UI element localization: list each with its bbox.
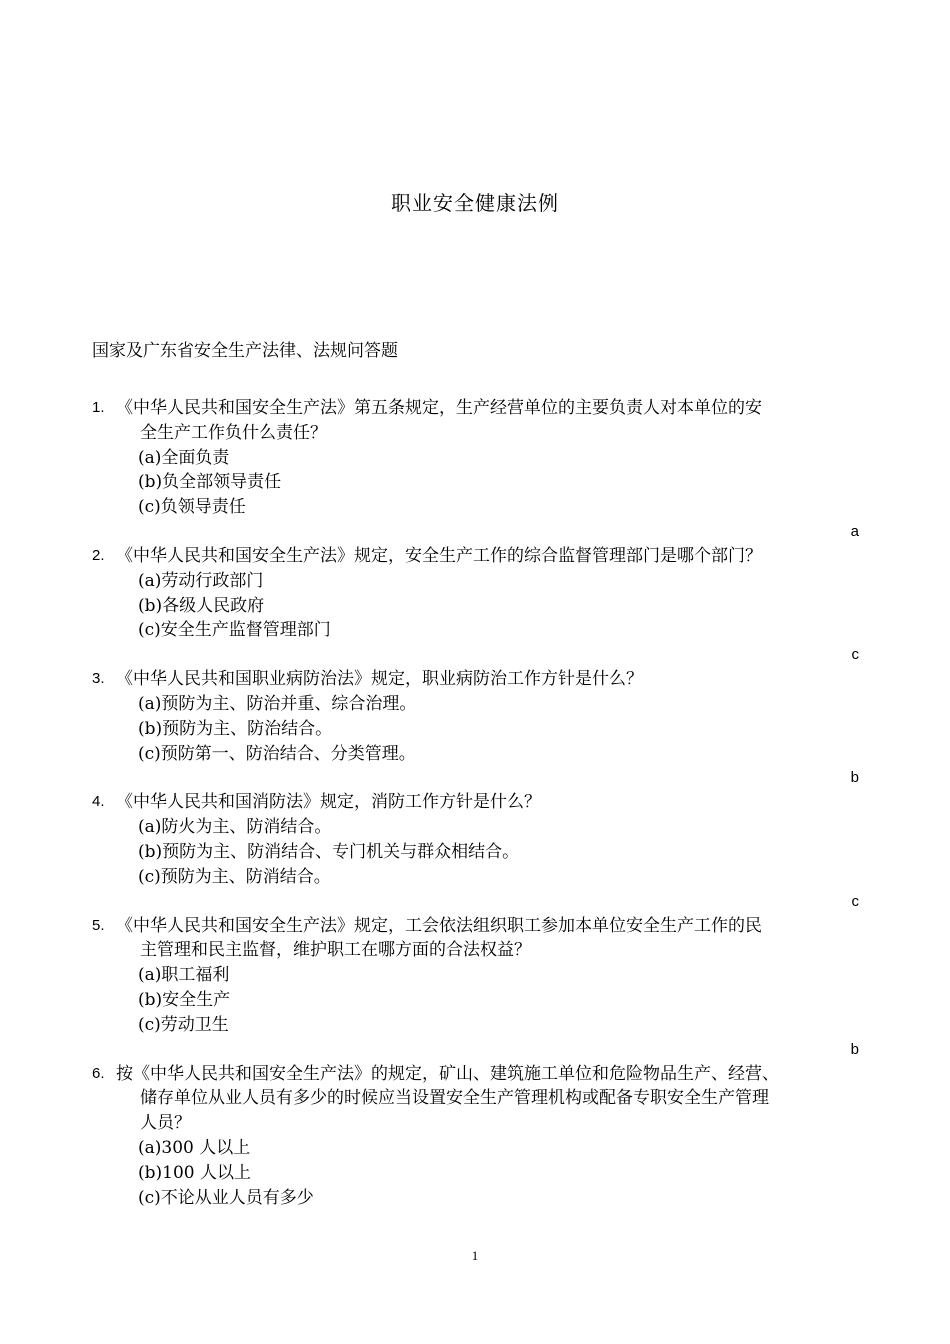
question-number: 1.: [92, 399, 105, 416]
question-text: 人员？: [140, 1113, 191, 1134]
answer-key: b: [850, 769, 859, 787]
question-number: 3.: [92, 670, 105, 688]
question-item: [92, 1062, 862, 1211]
answer-option: (b)100 人以上: [138, 1162, 251, 1183]
answer-option: (b)安全生产: [138, 989, 231, 1010]
answer-option: (b)各级人民政府: [138, 595, 265, 616]
answer-key: c: [851, 892, 859, 910]
answer-option: (b)负全部领导责任: [138, 472, 282, 493]
question-item: [92, 914, 862, 1062]
option-list: [138, 1136, 862, 1210]
option-list: [138, 569, 862, 643]
question-item: [92, 790, 862, 913]
question-item: [92, 396, 862, 544]
option-list: [138, 815, 862, 889]
question-line: [92, 1062, 862, 1087]
answer-option: (c)预防第一、防治结合、分类管理。: [138, 743, 416, 764]
question-item: [92, 667, 862, 790]
answer-option: (a)预防为主、防治并重、综合治理。: [138, 693, 417, 714]
question-text: 全生产工作负什么责任？: [140, 422, 327, 443]
answer-option: (b)预防为主、防治结合。: [138, 718, 333, 739]
question-text: 《中华人民共和国消防法》规定，消防工作方针是什么？: [116, 792, 541, 813]
question-number: [92, 938, 116, 963]
question-number: [92, 421, 116, 446]
question-text: 储存单位从业人员有多少的时候应当设置安全生产管理机构或配备专职安全生产管理: [140, 1088, 769, 1109]
option-list: [138, 446, 862, 520]
answer-option: (a)劳动行政部门: [138, 570, 264, 591]
answer-key: b: [850, 1040, 859, 1058]
answer-option: (a)职工福利: [138, 965, 230, 986]
answer-option: (b)预防为主、防消结合、专门机关与群众相结合。: [138, 841, 520, 862]
page-number: 1: [471, 1248, 479, 1263]
question-line: [92, 914, 862, 939]
answer-key: c: [851, 646, 859, 664]
question-text: 《中华人民共和国安全生产法》规定，安全生产工作的综合监督管理部门是哪个部门？: [116, 545, 762, 566]
question-line-continued: [92, 1086, 862, 1111]
question-line: [92, 396, 862, 421]
question-item: [92, 544, 862, 667]
option-list: [138, 692, 862, 766]
question-number: [92, 1111, 116, 1136]
answer-key: a: [850, 522, 859, 540]
question-text: 《中华人民共和国安全生产法》第五条规定，生产经营单位的主要负责人对本单位的安: [116, 398, 762, 418]
question-number: 4.: [92, 793, 105, 811]
section-heading: 国家及广东省安全生产法律、法规问答题: [92, 341, 398, 361]
answer-option: (a)300 人以上: [138, 1137, 251, 1158]
question-number: [92, 1086, 116, 1111]
question-text: 《中华人民共和国安全生产法》规定，工会依法组织职工参加本单位安全生产工作的民: [116, 915, 762, 936]
answer-option: (c)劳动卫生: [138, 1014, 229, 1035]
question-number: 5.: [92, 916, 105, 934]
answer-option: (c)安全生产监督管理部门: [138, 620, 331, 641]
document-title: 职业安全健康法例: [391, 191, 559, 215]
question-line: [92, 790, 862, 815]
question-line: [92, 667, 862, 692]
answer-option: (c)负领导责任: [138, 497, 246, 518]
answer-option: (c)预防为主、防消结合。: [138, 866, 331, 887]
question-line-continued: [92, 1111, 862, 1136]
answer-option: (a)防火为主、防消结合。: [138, 817, 332, 838]
question-text: 《中华人民共和国职业病防治法》规定，职业病防治工作方针是什么？: [116, 669, 643, 690]
answer-option: (c)不论从业人员有多少: [138, 1187, 314, 1208]
question-line-continued: [92, 938, 862, 963]
question-text: 按《中华人民共和国安全生产法》的规定，矿山、建筑施工单位和危险物品生产、经营、: [116, 1063, 779, 1084]
answer-option: (a)全面负责: [138, 447, 230, 468]
question-list: [92, 396, 862, 1210]
question-number: 6.: [92, 1064, 105, 1082]
question-line: [92, 544, 862, 569]
option-list: [138, 963, 862, 1037]
question-line-continued: [92, 421, 862, 446]
question-text: 主管理和民主监督，维护职工在哪方面的合法权益？: [140, 940, 531, 961]
question-number: 2.: [92, 546, 105, 564]
